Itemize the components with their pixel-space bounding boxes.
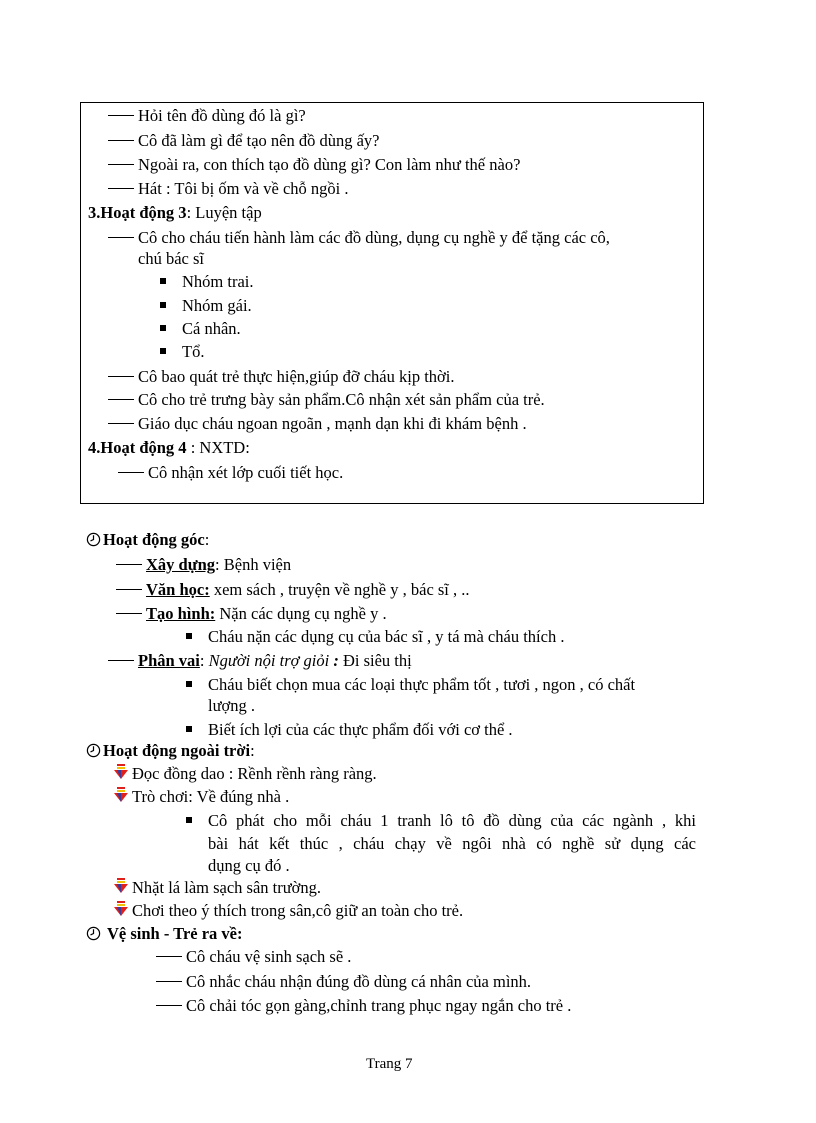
hd4-heading: 4.Hoạt động 4 : NXTD: xyxy=(88,438,250,457)
dash-bullet xyxy=(156,1005,182,1006)
dash-bullet xyxy=(116,613,142,614)
box-line-2: Cô đã làm gì để tạo nên đồ dùng ấy? xyxy=(108,131,379,151)
group-item: Nhóm gái. xyxy=(160,296,252,316)
hd3-heading: 3.Hoạt động 3: Luyện tập xyxy=(88,203,262,222)
ngoai-troi-sub-line-a: Cô phát cho mỗi cháu 1 tranh lô tô đồ dùng của các ngành , khi xyxy=(208,811,696,830)
hd3-after-3: Giáo dục cháu ngoan ngoãn , mạnh dạn khi đi khám bệnh . xyxy=(108,414,527,434)
box-line-4: Hát : Tôi bị ốm và về chỗ ngồi . xyxy=(108,179,349,199)
dash-bullet xyxy=(118,472,144,473)
dash-bullet xyxy=(156,956,182,957)
hd3-item-1: Cô cho cháu tiến hành làm các đồ dùng, dụng cụ nghề y để tặng các cô, xyxy=(108,228,610,248)
square-bullet xyxy=(160,302,166,308)
ngoai-troi-sub-line-b: bài hát kết thúc , cháu chạy về ngôi nhà có nghề sử dụng các xyxy=(208,834,696,853)
goc-phan-vai-sub1: Cháu biết chọn mua các loại thực phẩm tốt , tươi , ngon , có chất xyxy=(186,675,635,695)
ve-sinh-item-1: Cô cháu vệ sinh sạch sẽ . xyxy=(156,947,351,967)
dash-bullet xyxy=(108,423,134,424)
hd3-after-1: Cô bao quát trẻ thực hiện,giúp đỡ cháu kịp thời. xyxy=(108,367,454,387)
group-item: Nhóm trai. xyxy=(160,272,254,292)
hd4-item: Cô nhận xét lớp cuối tiết học. xyxy=(118,463,343,483)
clock-icon xyxy=(86,743,101,758)
square-bullet xyxy=(186,633,192,639)
ngoai-troi-item-1: Đọc đồng dao : Rềnh rềnh ràng ràng. xyxy=(114,764,377,784)
dash-bullet xyxy=(108,164,134,165)
down-arrow-icon xyxy=(114,787,128,803)
ve-sinh-heading: Vệ sinh - Trẻ ra về: xyxy=(86,924,243,944)
down-arrow-icon xyxy=(114,878,128,894)
dash-bullet xyxy=(116,589,142,590)
goc-tao-hinh-sub: Cháu nặn các dụng cụ của bác sĩ , y tá mà cháu thích . xyxy=(186,627,564,647)
dash-bullet xyxy=(108,188,134,189)
ngoai-troi-item-4: Chơi theo ý thích trong sân,cô giữ an toàn cho trẻ. xyxy=(114,901,463,921)
square-bullet xyxy=(186,817,192,823)
dash-bullet xyxy=(108,237,134,238)
box-line-3: Ngoài ra, con thích tạo đồ dùng gì? Con làm như thế nào? xyxy=(108,155,520,175)
dash-bullet xyxy=(156,981,182,982)
ngoai-troi-heading: Hoạt động ngoài trời: xyxy=(86,741,255,761)
clock-icon xyxy=(86,532,101,547)
ve-sinh-item-2: Cô nhắc cháu nhận đúng đồ dùng cá nhân của mình. xyxy=(156,972,531,992)
ngoai-troi-item-2: Trò chơi: Về đúng nhà . xyxy=(114,787,289,807)
ve-sinh-item-3: Cô chải tóc gọn gàng,chỉnh trang phục ngay ngắn cho trẻ . xyxy=(156,996,571,1016)
goc-van-hoc: Văn học: xem sách , truyện về nghề y , bác sĩ , .. xyxy=(116,580,470,600)
goc-phan-vai-sub2: Biết ích lợi của các thực phẩm đối với cơ thể . xyxy=(186,720,513,740)
ngoai-troi-item-3: Nhặt lá làm sạch sân trường. xyxy=(114,878,321,898)
dash-bullet xyxy=(108,115,134,116)
down-arrow-icon xyxy=(114,901,128,917)
dash-bullet xyxy=(108,399,134,400)
goc-phan-vai: Phân vai: Người nội trợ giỏi : Đi siêu thị xyxy=(108,651,412,671)
goc-phan-vai-sub1-cont: lượng . xyxy=(208,696,256,715)
goc-tao-hinh: Tạo hình: Nặn các dụng cụ nghề y . xyxy=(116,604,387,624)
box-line-1: Hỏi tên đồ dùng đó là gì? xyxy=(108,106,306,126)
dash-bullet xyxy=(116,564,142,565)
square-bullet xyxy=(186,726,192,732)
hd3-after-2: Cô cho trẻ trưng bày sản phẩm.Cô nhận xét sản phẩm của trẻ. xyxy=(108,390,545,410)
dash-bullet xyxy=(108,140,134,141)
page-number: Trang 7 xyxy=(366,1056,413,1072)
ngoai-troi-sub xyxy=(186,811,192,831)
group-item: Cá nhân. xyxy=(160,319,241,339)
square-bullet xyxy=(160,278,166,284)
goc-heading: Hoạt động góc: xyxy=(86,530,209,550)
group-item: Tổ. xyxy=(160,342,204,362)
dash-bullet xyxy=(108,660,134,661)
goc-xay-dung: Xây dựng: Bệnh viện xyxy=(116,555,291,575)
hd3-item-1-cont: chú bác sĩ xyxy=(138,249,204,268)
dash-bullet xyxy=(108,376,134,377)
square-bullet xyxy=(160,325,166,331)
down-arrow-icon xyxy=(114,764,128,780)
clock-icon xyxy=(86,926,101,941)
ngoai-troi-sub-line-c: dụng cụ đó . xyxy=(208,856,290,875)
square-bullet xyxy=(160,348,166,354)
square-bullet xyxy=(186,681,192,687)
